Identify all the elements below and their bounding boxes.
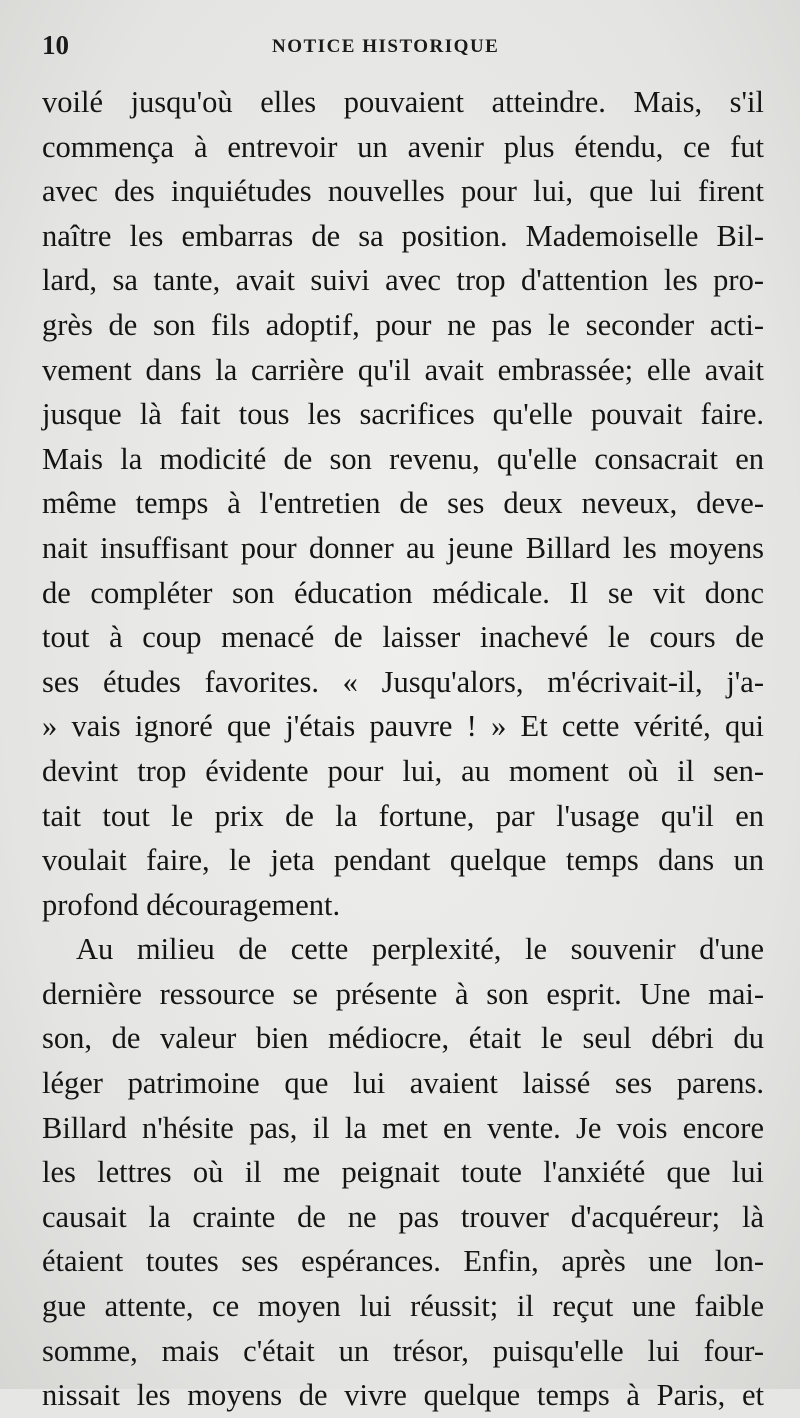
text-line: Mais la modicité de son revenu, qu'elle consacrait en: [42, 441, 764, 476]
text-line: profond découragement.: [42, 887, 341, 922]
text-line: avec des inquiétudes nouvelles pour lui, que lui firent: [42, 174, 764, 209]
text-line: commença à entrevoir un avenir plus étendu, ce fut: [42, 129, 764, 164]
text-line: lard, sa tante, avait suivi avec trop d'attention les pro-: [42, 263, 764, 298]
text-line: causait la crainte de ne pas trouver d'acquéreur; là: [42, 1199, 764, 1234]
text-line: même temps à l'entretien de ses deux neveux, deve-: [42, 486, 764, 521]
text-line: étaient toutes ses espérances. Enfin, après une lon-: [42, 1244, 764, 1279]
text-line: Billard n'hésite pas, il la met en vente. Je vois encore: [42, 1110, 764, 1145]
body-text: [42, 80, 764, 1418]
page-header: [42, 30, 762, 70]
text-line: grès de son fils adoptif, pour ne pas le seconder acti-: [42, 307, 764, 342]
text-line: naître les embarras de sa position. Mademoiselle Bil-: [42, 218, 764, 253]
text-line: vement dans la carrière qu'il avait embrassée; elle avait: [42, 352, 764, 387]
text-line: ses études favorites. « Jusqu'alors, m'écrivait-il, j'a-: [42, 664, 764, 699]
running-title: NOTICE HISTORIQUE: [272, 36, 500, 57]
text-line: voilé jusqu'où elles pouvaient atteindre. Mais, s'il: [42, 85, 764, 119]
text-line: tait tout le prix de la fortune, par l'usage qu'il en: [42, 798, 764, 833]
text-line: tout à coup menacé de laisser inachevé le cours de: [42, 620, 764, 655]
text-line: dernière ressource se présente à son esprit. Une mai-: [42, 976, 764, 1011]
text-line: de compléter son éducation médicale. Il se vit donc: [42, 575, 764, 610]
text-line: nissait les moyens de vivre quelque temps à Paris, et: [42, 1378, 764, 1413]
text-line: gue attente, ce moyen lui réussit; il reçut une faible: [42, 1289, 764, 1324]
text-line: son, de valeur bien médiocre, était le seul débri du: [42, 1021, 764, 1056]
text-line: jusque là fait tous les sacrifices qu'elle pouvait faire.: [42, 397, 764, 432]
text-line: les lettres où il me peignait toute l'anxiété que lui: [42, 1155, 764, 1190]
paragraph: [42, 927, 764, 1418]
text-line: nait insuffisant pour donner au jeune Billard les moyens: [42, 530, 764, 565]
text-line: somme, mais c'était un trésor, puisqu'elle lui four-: [42, 1333, 764, 1368]
page-number: 10: [42, 30, 69, 60]
text-line: devint trop évidente pour lui, au moment où il sen-: [42, 753, 764, 788]
text-line: voulait faire, le jeta pendant quelque temps dans un: [42, 843, 764, 878]
paragraph: [42, 80, 764, 927]
text-line: » vais ignoré que j'étais pauvre ! » Et cette vérité, qui: [42, 709, 764, 744]
text-line: Au milieu de cette perplexité, le souvenir d'une: [76, 932, 764, 967]
text-line: léger patrimoine que lui avaient laissé ses parens.: [42, 1066, 764, 1101]
